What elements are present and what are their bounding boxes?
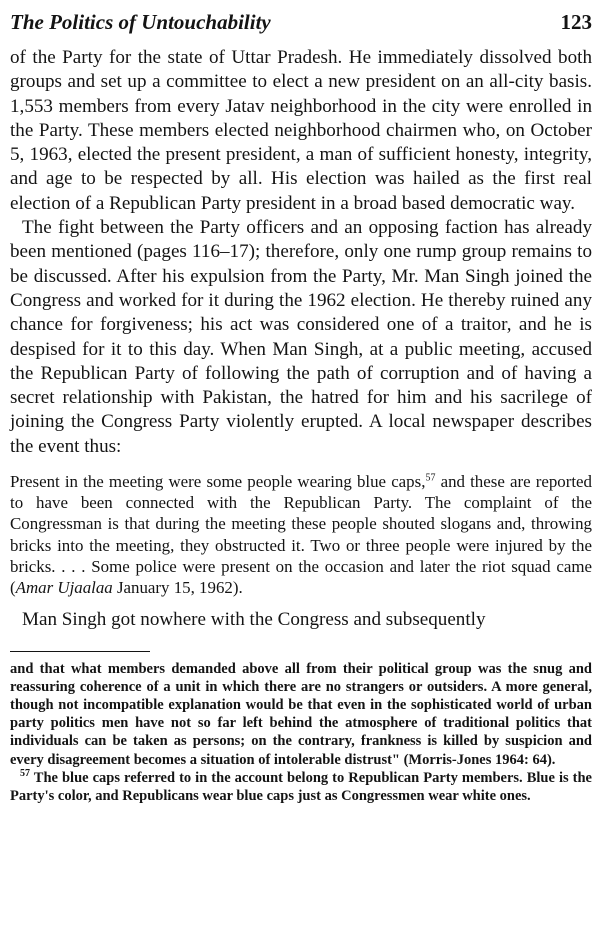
page-header	[10, 10, 592, 46]
quote-source: Amar Ujaalaa	[15, 578, 113, 598]
quote-part-b: and these are reported to have been connected with the Republican Party. The complaint of the Congressman is that during the meeting these people shouted slogans and, throwing bricks into the meeting, they obstructed it. Two or three people were injured by the bricks. . . . Some police were present on the occasion and later the riot squad came (	[10, 472, 593, 598]
footnote-57-text: The blue caps referred to in the account belong to Republican Party members. Blue is the Party's color, and Republicans wear blue caps just as Congressmen wear white ones.	[10, 769, 592, 804]
running-head: The Politics of Untouchability	[10, 10, 271, 34]
quote-part-a: Present in the meeting were some people wearing blue caps,	[10, 472, 426, 492]
footnote-57	[10, 769, 592, 805]
footnote-continued: and that what members demanded above all from their political group was the snug and reassuring coherence of a unit in which there are no strangers or outsiders. A more general, though not incompatible explanation would be that even in the sophisticated world of urban party politics men have not so far left behind the atmosphere of traditional politics that individuals can be taken as persons; on the contrary, frankness is killed by suspicion and every disagreement becomes a situation of intolerable distrust" (Morris-Jones 1964: 64).	[10, 660, 592, 768]
quote-part-c: January 15, 1962).	[112, 578, 243, 598]
footnote-ref-57: 57	[425, 472, 436, 484]
block-quote	[10, 471, 592, 598]
paragraph-1: of the Party for the state of Uttar Pradesh. He immediately dissolved both groups and set up a committee to elect a new president on an all-city basis. 1,553 members from every Jatav neighborhood in the city were enrolled in the Party. These members elected neighborhood chairmen who, on October 5, 1963, elected the present president, a man of sufficient honesty, integrity, and age to be respected by all. His election was hailed as the first real election of a Republican Party president in a broad based democratic way.	[10, 47, 592, 214]
footnote-57-marker: 57	[20, 767, 30, 779]
paragraph-2: The fight between the Party officers and an opposing faction has already been mentioned (pages 116–17); therefore, only one rump group remains to be discussed. After his expulsion from the Party, Mr. Man Singh joined the Congress and worked for it during the 1962 election. He thereby ruined any chance for forgiveness; his act was considered one of a traitor, and he is despised for it to this day. When Man Singh, at a public meeting, accused the Republican Party of following the path of corruption and of having a secret relationship with Pakistan, the hatred for him and his sacrilege of joining the Congress Party violently erupted. A local newspaper describes the event thus:	[10, 217, 592, 457]
page-number: 123	[560, 10, 592, 34]
paragraph-3: Man Singh got nowhere with the Congress and subsequently	[22, 609, 486, 631]
footnote-rule	[10, 651, 150, 652]
